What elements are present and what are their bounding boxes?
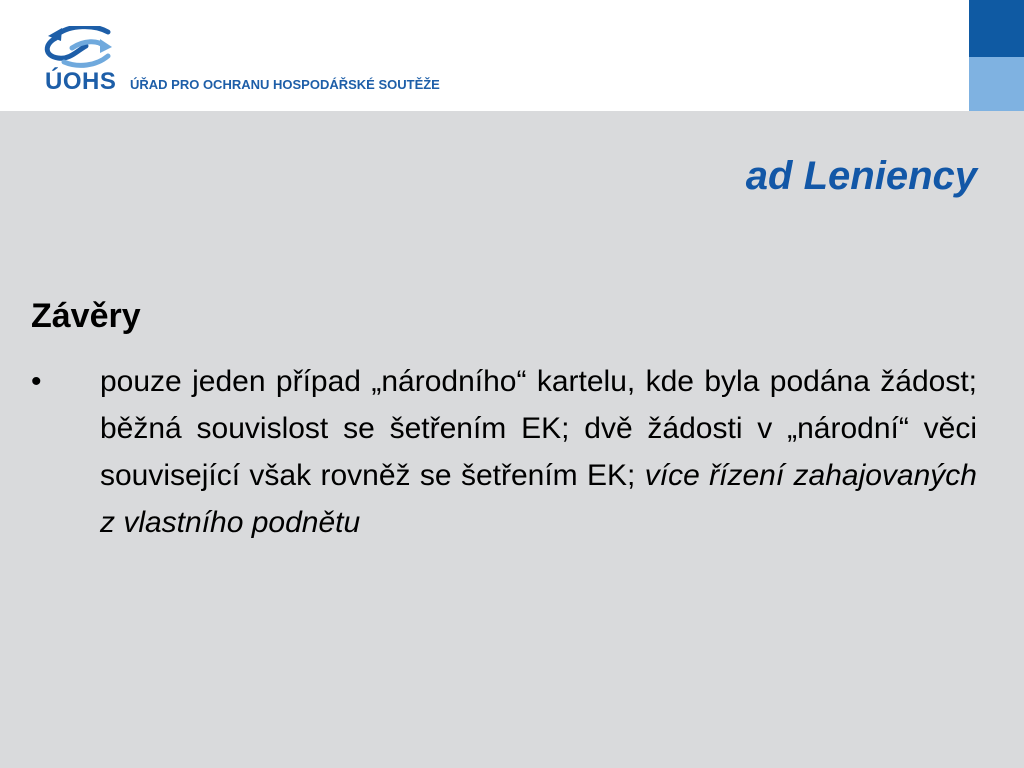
logo-abbreviation: ÚOHS [45,68,117,95]
header-accent-light [969,57,1024,111]
header-bar [0,0,1024,111]
bullet-text-italic: více řízení zahajovaných z vlastního podnětu [100,459,977,539]
bullet-marker: • [31,365,42,398]
section-heading: Závěry [31,297,141,335]
header-accent-dark [969,0,1024,57]
bullet-list [31,358,977,546]
uohs-logo-icon [42,26,116,68]
slide-title: ad Leniency [745,154,977,198]
logo-full-name: ÚŘAD PRO OCHRANU HOSPODÁŘSKÉ SOUTĚŽE [130,77,440,92]
bullet-item [31,358,977,546]
bullet-text: pouze jeden případ „národního“ kartelu, kde byla podána žádost; běžná souvislost se šetřením EK; dvě žádosti v „národní“ věci související však rovněž se šetřením EK; [100,365,977,492]
